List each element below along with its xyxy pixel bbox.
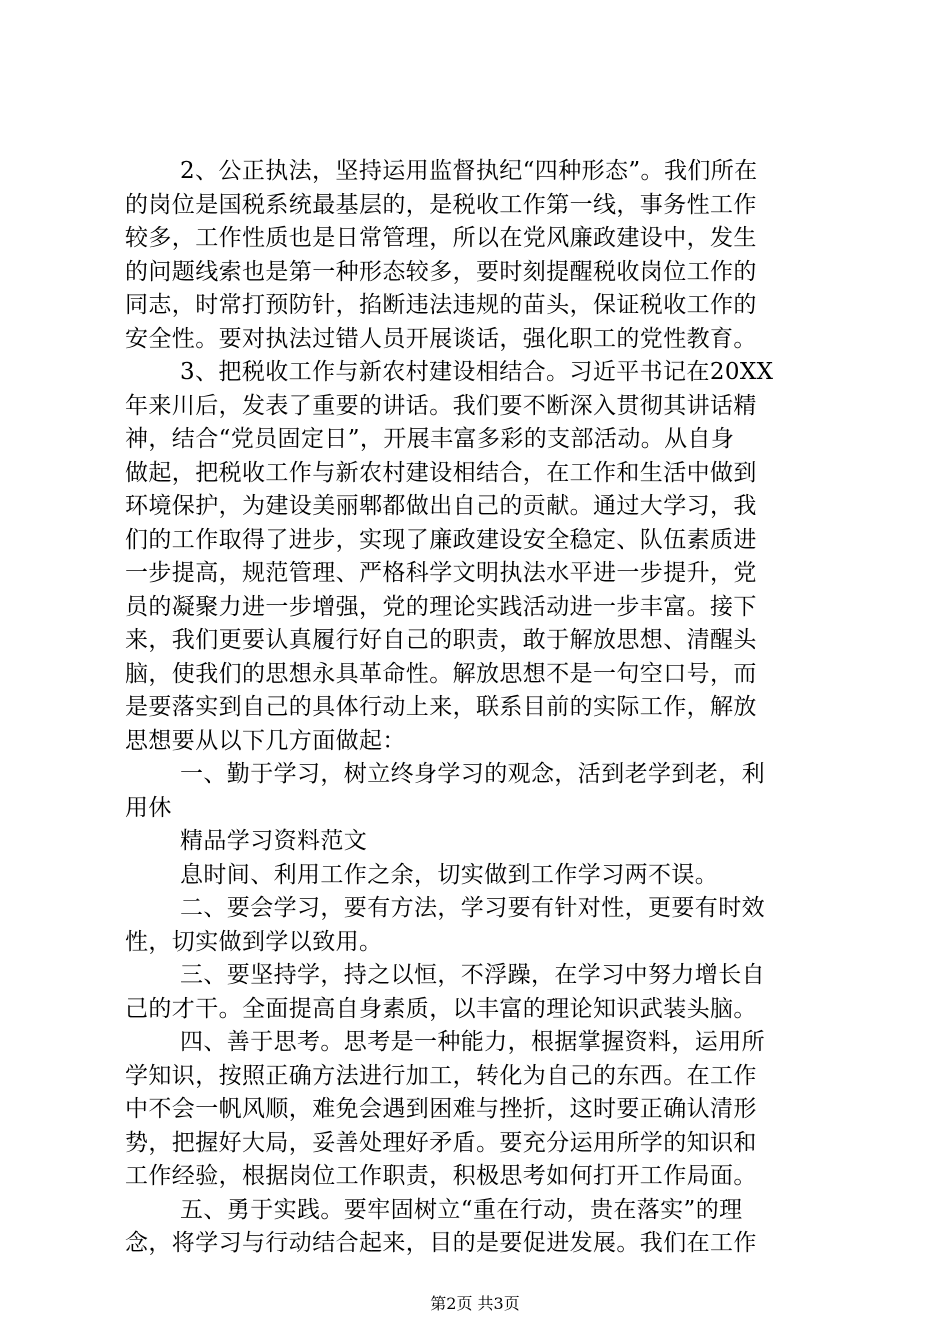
text-line: 2、公正执法，坚持运用监督执纪“四种形态”。我们所在 [180, 158, 758, 184]
text-line: 中不会一帆风顺，难免会遇到困难与挫折，这时要正确认清形 [125, 1096, 757, 1122]
text-line: 脑，使我们的思想永具革命性。解放思想不是一句空口号，而 [125, 660, 757, 687]
text-line: 安全性。要对执法过错人员开展谈话，强化职工的党性教育。 [125, 325, 757, 352]
text-line: 思想要从以下几方面做起： [125, 727, 406, 754]
text-line: 性，切实做到学以致用。 [125, 928, 383, 955]
text-line: 己的才干。全面提高自身素质，以丰富的理论知识武装头脑。 [125, 995, 757, 1022]
text-line: 一、勤于学习，树立终身学习的观念，活到老学到老，利 [180, 761, 765, 787]
text-line: 用休 [125, 794, 172, 821]
page-footer: 第2页 共3页 [430, 1294, 520, 1313]
text-line: 五、勇于实践。要牢固树立“重在行动，贵在落实”的理 [180, 1196, 743, 1223]
text-line: 是要落实到自己的具体行动上来，联系目前的实际工作，解放 [125, 694, 757, 720]
text-line: 的问题线索也是第一种形态较多，要时刻提醒税收岗位工作的 [125, 258, 757, 285]
text-line: 三、要坚持学，持之以恒，不浮躁，在学习中努力增长自 [180, 962, 765, 988]
text-line: 工作经验，根据岗位工作职责，积极思考如何打开工作局面。 [125, 1163, 757, 1189]
text-line: 较多，工作性质也是日常管理，所以在党风廉政建设中，发生 [125, 225, 757, 251]
text-line: 的岗位是国税系统最基层的，是税收工作第一线，事务性工作 [125, 191, 757, 218]
text-line: 做起，把税收工作与新农村建设相结合，在工作和生活中做到 [125, 459, 757, 486]
text-line: 员的凝聚力进一步增强，党的理论实践活动进一步丰富。接下 [125, 593, 757, 620]
text-line: 势，把握好大局，妥善处理好矛盾。要充分运用所学的知识和 [125, 1129, 757, 1156]
document-body [125, 155, 845, 1261]
text-line: 同志，时常打预防针，掐断违法违规的苗头，保证税收工作的 [125, 292, 757, 318]
text-line: 神，结合“党员固定日”，开展丰富多彩的支部活动。从自身 [125, 426, 735, 452]
text-line: 环境保护，为建设美丽郫都做出自己的贡献。通过大学习，我 [125, 493, 757, 519]
text-line: 四、善于思考。思考是一种能力，根据掌握资料，运用所 [180, 1029, 765, 1055]
text-line: 念，将学习与行动结合起来，目的是要促进发展。我们在工作 [125, 1230, 757, 1256]
text-line: 一步提高，规范管理、严格科学文明执法水平进一步提升，党 [125, 560, 757, 586]
text-line: 3、把税收工作与新农村建设相结合。习近平书记在20XX [180, 359, 774, 385]
text-line: 来，我们更要认真履行好自己的职责，敢于解放思想、清醒头 [125, 627, 757, 653]
text-line: 息时间、利用工作之余，切实做到工作学习两不误。 [180, 861, 719, 888]
text-line: 学知识，按照正确方法进行加工，转化为自己的东西。在工作 [125, 1062, 757, 1089]
text-line: 年来川后，发表了重要的讲话。我们要不断深入贯彻其讲话精 [125, 392, 757, 419]
text-line: 精品学习资料范文 [180, 828, 368, 854]
text-line: 们的工作取得了进步，实现了廉政建设安全稳定、队伍素质进 [125, 526, 757, 553]
text-line: 二、要会学习，要有方法，学习要有针对性，更要有时效 [180, 895, 765, 921]
